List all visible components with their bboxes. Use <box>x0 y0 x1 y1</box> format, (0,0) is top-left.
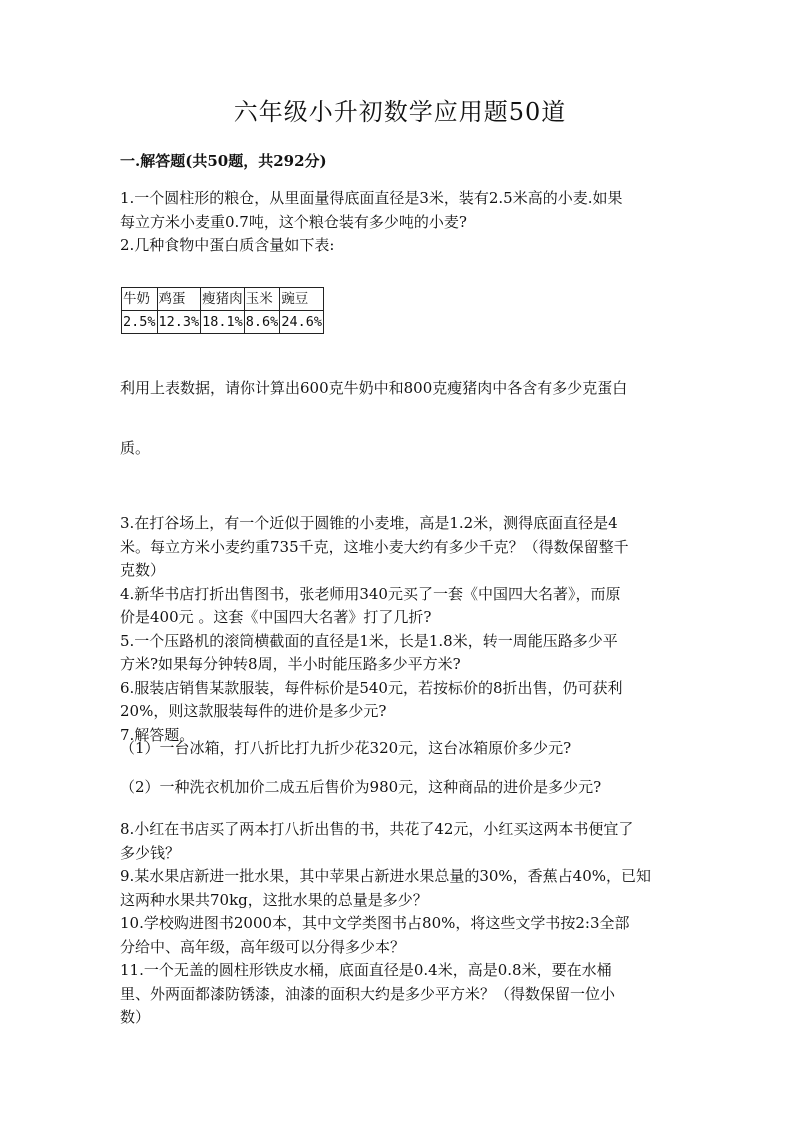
question-1: 1.一个圆柱形的粮仓，从里面量得底面直径是3米，装有2.5米高的小麦.如果 每立方米小麦重0.7吨，这个粮仓装有多少吨的小麦? 2.几种食物中蛋白质含量如下表: <box>120 187 680 258</box>
question-7-sub-1: （1）一台冰箱，打八折比打九折少花320元，这台冰箱原价多少元? <box>120 739 572 757</box>
protein-table <box>121 287 324 334</box>
table-row <box>122 311 324 334</box>
question-3-to-7: 3.在打谷场上，有一个近似于圆锥的小麦堆，高是1.2米，测得底面直径是4 米。每立方米小麦约重735千克，这堆小麦大约有多少千克？（得数保留整千 克数） 4.新华书店打折出售图书，张老师用340元买了一套《中国四大名著》，而原 价是400元 。这套《中国四大名著》打了几折? 5.一个压路机的滚筒横截面的直径是1米，长是1.8米，转一周能压路多少平 方米?如果每分钟转8周，半小时能压路多少平方米? 6.服装店销售某款服装，每件标价是540元，若按标价的8折出售，仍可获利 20%，则这款服装每件的进价是多少元? 7.解答题。 <box>120 514 629 744</box>
table-header-cell: 鸡蛋 <box>157 288 201 311</box>
table-header-cell: 豌豆 <box>280 288 324 311</box>
table-header-cell: 玉米 <box>244 288 280 311</box>
table-header-cell: 牛奶 <box>122 288 158 311</box>
table-cell: 12.3% <box>157 311 201 334</box>
question-8-to-11: 8.小红在书店买了两本打八折出售的书，共花了42元，小红买这两本书便宜了 多少钱？ 9.某水果店新进一批水果，其中苹果占新进水果总量的30%，香蕉占40%，已知 这两种水果共70kg，这批水果的总量是多少？ 10.学校购进图书2000本，其中文学类图书占80%，将这些文学书按2:3全部 分给中、高年级，高年级可以分得多少本？ 11.一个无盖的圆柱形铁皮水桶，底面直径是0.4米，高是0.8米，要在水桶 里、外两面都漆防锈漆，油漆的面积大约是多少平方米？（得数保留一位小 数） <box>120 820 651 1026</box>
question-2-prompt: 2.几种食物中蛋白质含量如下表: <box>120 236 335 254</box>
table-header-cell: 瘦猪肉 <box>201 288 245 311</box>
table-cell: 2.5% <box>122 311 158 334</box>
section-heading: 一.解答题(共50题，共292分) <box>120 152 327 170</box>
table-cell: 18.1% <box>201 311 245 334</box>
question-2-text-1: 利用上表数据，请你计算出600克牛奶中和800克瘦猪肉中各含有多少克蛋白 <box>120 379 628 397</box>
page-title: 六年级小升初数学应用题50道 <box>233 98 567 126</box>
table-cell: 24.6% <box>280 311 324 334</box>
table-cell: 8.6% <box>244 311 280 334</box>
question-7-sub-2: （2）一种洗衣机加价二成五后售价为980元，这种商品的进价是多少元? <box>120 778 602 796</box>
question-2-text-2: 质。 <box>120 439 151 457</box>
table-row <box>122 288 324 311</box>
